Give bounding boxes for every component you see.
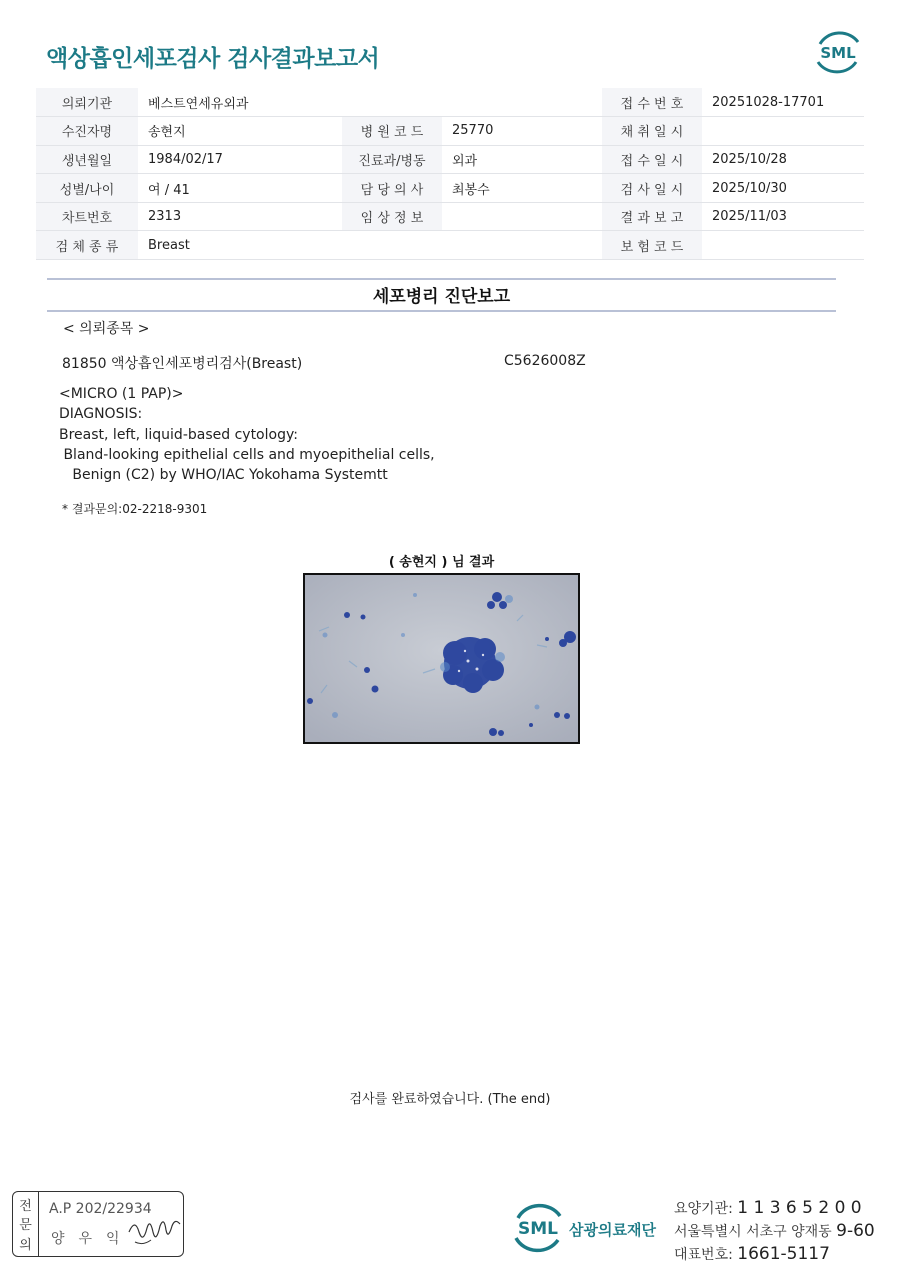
sml-logo-icon <box>812 28 864 76</box>
stamp-char: 전 <box>19 1199 32 1215</box>
info-label <box>342 88 442 117</box>
info-row <box>36 231 864 260</box>
request-code: C5626008Z <box>504 353 586 369</box>
info-value: 2313 <box>138 202 342 231</box>
info-value: 20251028-17701 <box>702 88 864 117</box>
address-number: 9-60 <box>836 1221 875 1241</box>
phone <box>674 1244 830 1264</box>
institution-code-label: 요양기관: <box>674 1201 738 1217</box>
info-row <box>36 145 864 174</box>
info-label: 담 당 의 사 <box>342 174 442 203</box>
info-value: 1984/02/17 <box>138 145 342 174</box>
pathologist-stamp <box>12 1191 184 1257</box>
info-value: 2025/11/03 <box>702 202 864 231</box>
info-value: 외과 <box>442 145 602 174</box>
address <box>674 1221 875 1241</box>
info-label: 수진자명 <box>36 117 138 146</box>
stamp-ap-number: A.P 202/22934 <box>49 1201 152 1217</box>
logo-text: SML <box>820 44 856 62</box>
diagnosis-line: DIAGNOSIS: <box>59 406 143 422</box>
diagnosis-line: Bland-looking epithelial cells and myoepithelial cells, <box>59 447 435 463</box>
section-rule-top <box>47 278 836 280</box>
info-label: 접 수 번 호 <box>602 88 702 117</box>
institution-code <box>674 1198 862 1218</box>
info-value: 2025/10/28 <box>702 145 864 174</box>
info-value <box>442 231 602 260</box>
info-label: 접 수 일 시 <box>602 145 702 174</box>
info-label: 채 취 일 시 <box>602 117 702 146</box>
diagnosis-line: Breast, left, liquid-based cytology: <box>59 427 298 443</box>
info-value <box>442 88 602 117</box>
stamp-char: 문 <box>19 1218 32 1234</box>
info-value: 여 / 41 <box>138 174 342 203</box>
info-label: 결 과 보 고 <box>602 202 702 231</box>
info-label: 보 험 코 드 <box>602 231 702 260</box>
report-title: 액상흡인세포검사 검사결과보고서 <box>46 46 380 72</box>
info-value: 25770 <box>442 117 602 146</box>
end-text: 검사를 완료하였습니다. (The end) <box>349 1092 551 1107</box>
org-name: 삼광의료재단 <box>569 1221 656 1239</box>
info-label: 성별/나이 <box>36 174 138 203</box>
institution-code-value: 1 1 3 6 5 2 0 0 <box>737 1198 862 1218</box>
diagnosis-line: <MICRO (1 PAP)> <box>59 386 184 402</box>
cytology-image <box>303 573 580 744</box>
stamp-side-label <box>13 1192 39 1256</box>
info-row <box>36 202 864 231</box>
info-value: Breast <box>138 231 342 260</box>
phone-value: 1661-5117 <box>737 1244 830 1264</box>
patient-info-table <box>36 88 864 260</box>
contact-info: * 결과문의:02-2218-9301 <box>62 502 208 516</box>
info-value: 베스트연세유외과 <box>138 88 342 117</box>
image-caption: ( 송현지 ) 님 결과 <box>388 555 495 570</box>
info-value <box>702 117 864 146</box>
section-rule-bottom <box>47 310 836 312</box>
info-label: 검 사 일 시 <box>602 174 702 203</box>
signature-icon <box>125 1212 187 1252</box>
request-item: 81850 액상흡인세포병리검사(Breast) <box>62 356 303 372</box>
address-text: 서울특별시 서초구 양재동 <box>674 1224 837 1240</box>
info-value: 2025/10/30 <box>702 174 864 203</box>
diagnosis-line: Benign (C2) by WHO/IAC Yokohama Systemtt <box>59 467 388 483</box>
request-header: < 의뢰종목 > <box>63 321 150 337</box>
info-label: 의뢰기관 <box>36 88 138 117</box>
section-title: 세포병리 진단보고 <box>372 287 511 307</box>
info-row <box>36 88 864 117</box>
footer-logo-text: SML <box>518 1219 558 1239</box>
info-value: 최봉수 <box>442 174 602 203</box>
info-label: 진료과/병동 <box>342 145 442 174</box>
info-value <box>442 202 602 231</box>
info-value <box>702 231 864 260</box>
info-value: 송현지 <box>138 117 342 146</box>
phone-label: 대표번호: <box>674 1247 738 1263</box>
info-label: 생년월일 <box>36 145 138 174</box>
info-label: 검 체 종 류 <box>36 231 138 260</box>
info-label: 병 원 코 드 <box>342 117 442 146</box>
info-row <box>36 117 864 146</box>
info-label: 임 상 정 보 <box>342 202 442 231</box>
info-row <box>36 174 864 203</box>
stamp-char: 의 <box>19 1237 32 1253</box>
stamp-name: 양우익 <box>51 1231 134 1247</box>
info-label: 차트번호 <box>36 202 138 231</box>
sml-footer-logo-icon <box>510 1200 566 1255</box>
info-label <box>342 231 442 260</box>
